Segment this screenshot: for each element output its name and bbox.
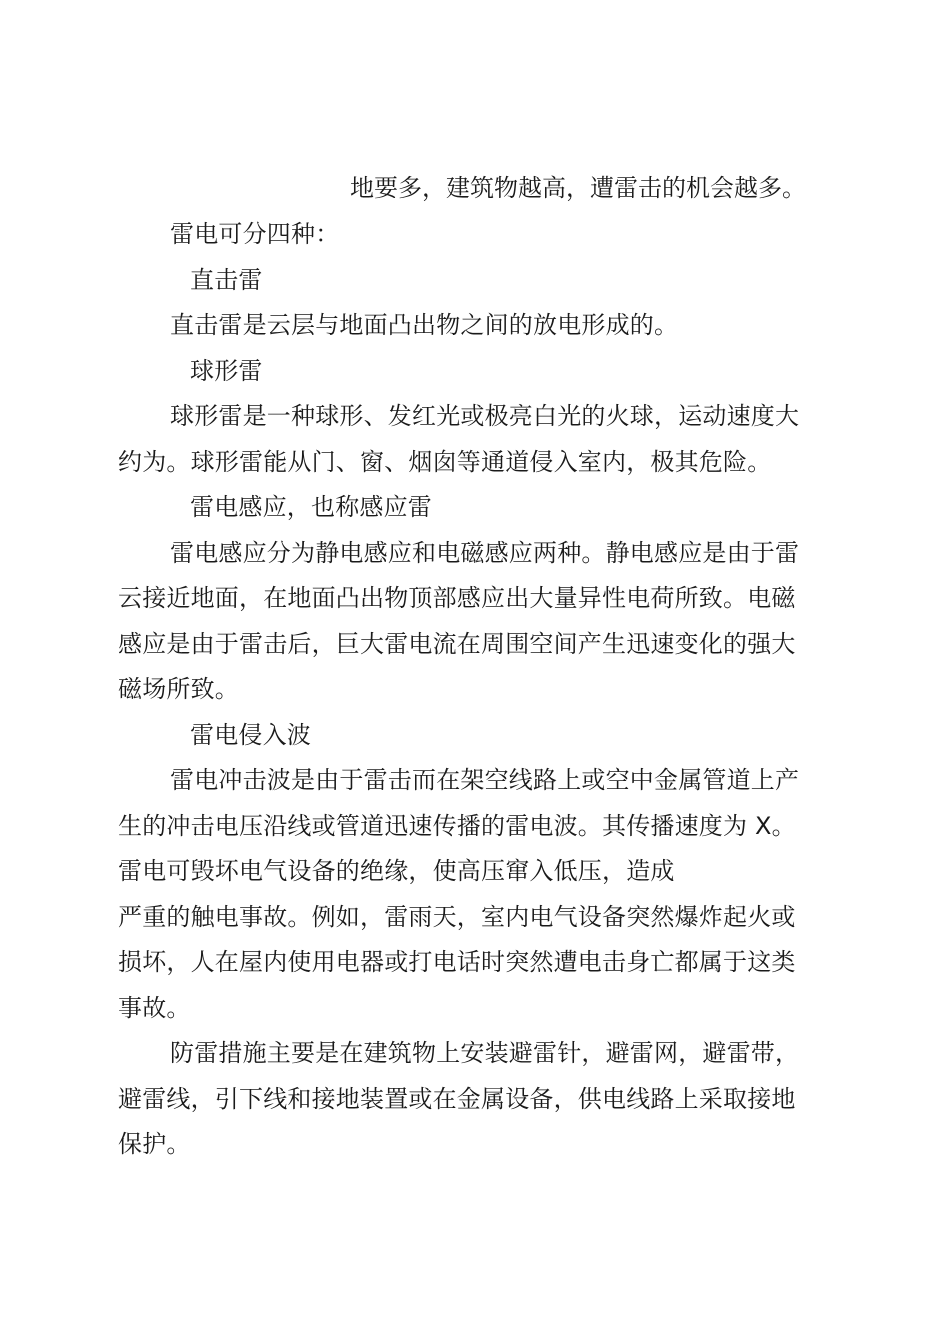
paragraph-line: 直击雷是云层与地面凸出物之间的放电形成的。: [170, 311, 679, 339]
paragraph-line: 严重的触电事故。例如，雷雨天，室内电气设备突然爆炸起火或: [118, 902, 796, 931]
section-heading-direct-lightning: 直击雷: [190, 265, 263, 294]
paragraph-line: 雷电可毁坏电气设备的绝缘，使高压窜入低压，造成: [118, 857, 675, 885]
paragraph-line: 约为。球形雷能从门、窗、烟囱等通道侵入室内，极其危险。: [118, 447, 772, 476]
paragraph-line: 事故。: [118, 993, 191, 1022]
paragraph-line: 球形雷是一种球形、发红光或极亮白光的火球，运动速度大: [170, 402, 800, 430]
paragraph-line: 感应是由于雷击后，巨大雷电流在周围空间产生迅速变化的强大: [118, 629, 796, 658]
protection-paragraph-line: 保护。: [118, 1130, 191, 1158]
types-heading: 雷电可分四种：: [170, 220, 340, 248]
paragraph-line: 磁场所致。: [118, 675, 239, 703]
paragraph-line: 损坏，人在屋内使用电器或打电话时突然遭电击身亡都属于这类: [118, 948, 796, 976]
section-heading-ball-lightning: 球形雷: [190, 356, 263, 385]
paragraph-line: 生的冲击电压沿线或管道迅速传播的雷电波。其传播速度为 X。: [118, 811, 796, 840]
section-heading-intrusion-wave: 雷电侵入波: [190, 720, 311, 749]
protection-paragraph-line: 避雷线，引下线和接地装置或在金属设备，供电线路上采取接地: [118, 1084, 796, 1113]
paragraph-line: 云接近地面，在地面凸出物顶部感应出大量异性电荷所致。电磁: [118, 584, 796, 612]
section-heading-induced-lightning: 雷电感应，也称感应雷: [190, 493, 432, 521]
continuation-line: 地要多，建筑物越高，遭雷击的机会越多。: [350, 174, 806, 202]
paragraph-line: 雷电冲击波是由于雷击而在架空线路上或空中金属管道上产: [170, 766, 800, 794]
document-body: [118, 212, 838, 1168]
paragraph-line: 雷电感应分为静电感应和电磁感应两种。静电感应是由于雷: [170, 538, 800, 567]
protection-paragraph-line: 防雷措施主要是在建筑物上安装避雷针，避雷网，避雷带，: [170, 1039, 800, 1067]
